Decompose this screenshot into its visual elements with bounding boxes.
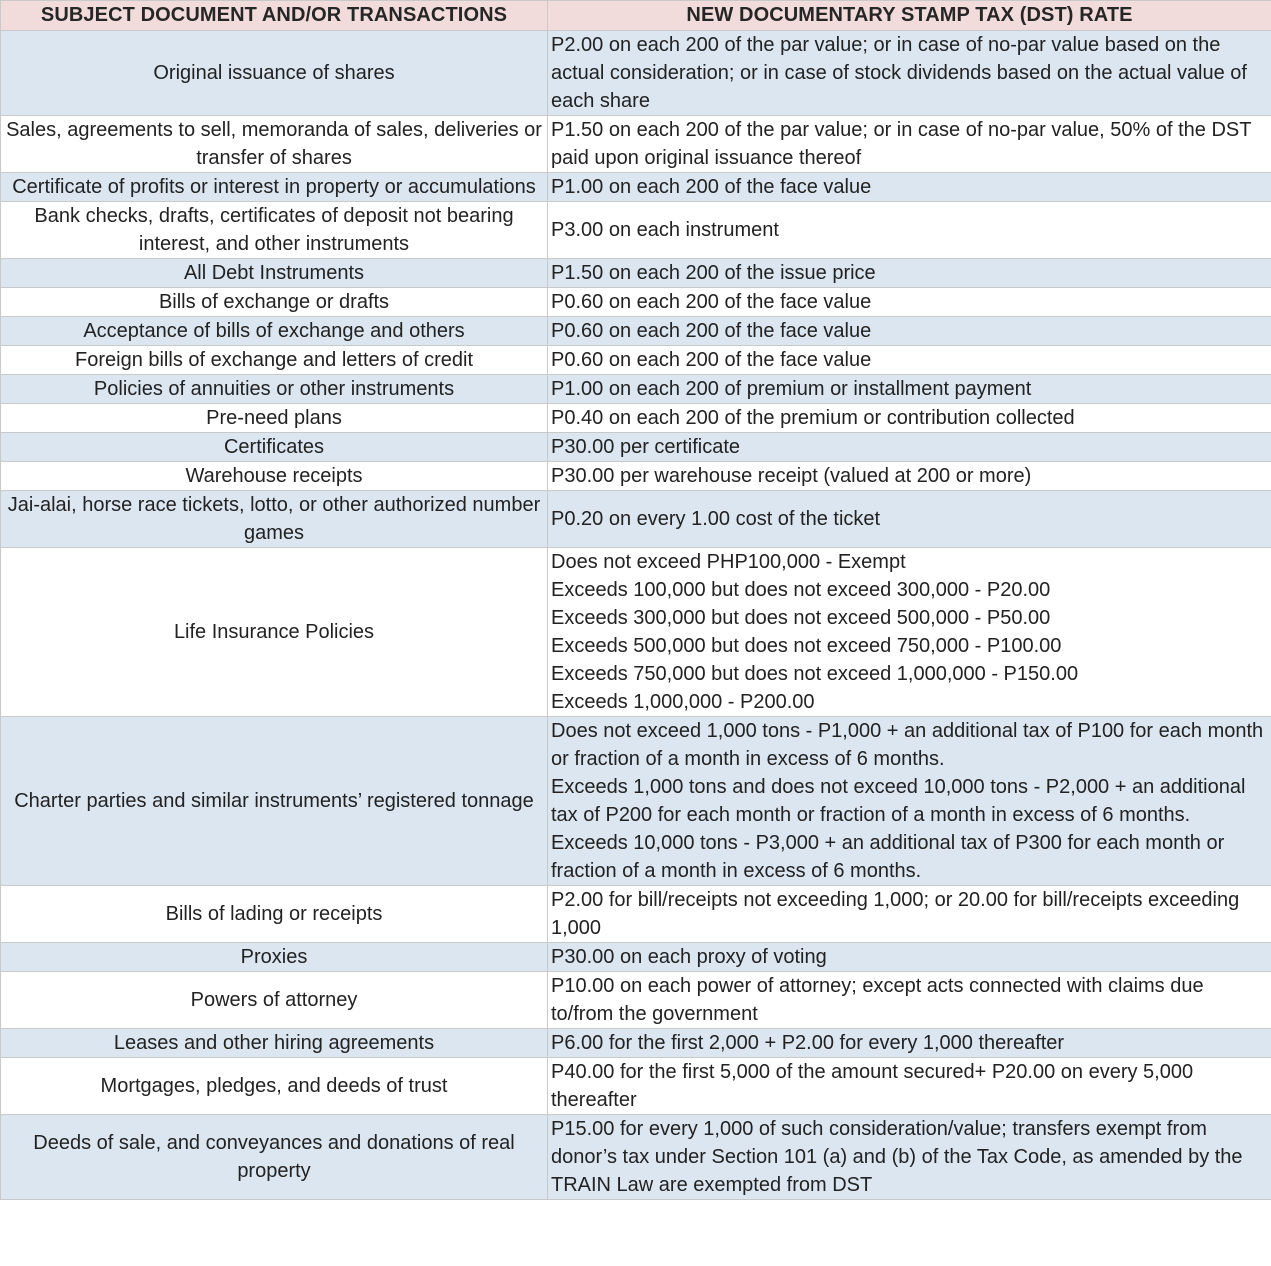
rate-cell bbox=[548, 31, 1271, 116]
rate-line: Does not exceed PHP100,000 - Exempt bbox=[551, 551, 906, 573]
subject-cell: Warehouse receipts bbox=[1, 462, 548, 491]
subject-cell: Charter parties and similar instruments’ registered tonnage bbox=[1, 717, 548, 886]
rate-cell bbox=[548, 433, 1271, 462]
rate-cell bbox=[548, 886, 1271, 943]
subject-cell: Bills of exchange or drafts bbox=[1, 288, 548, 317]
rate-line: P0.60 on each 200 of the face value bbox=[551, 320, 872, 342]
rate-line: Exceeds 300,000 but does not exceed 500,000 - P50.00 bbox=[551, 607, 1051, 629]
table-body bbox=[1, 31, 1271, 1200]
rate-cell bbox=[548, 173, 1271, 202]
table-row bbox=[1, 346, 1271, 375]
subject-cell: Bills of lading or receipts bbox=[1, 886, 548, 943]
rate-line: P0.60 on each 200 of the face value bbox=[551, 349, 872, 371]
rate-cell bbox=[548, 375, 1271, 404]
table-row bbox=[1, 31, 1271, 116]
rate-line: P30.00 per warehouse receipt (valued at 200 or more) bbox=[551, 465, 1032, 487]
table-row bbox=[1, 173, 1271, 202]
rate-cell bbox=[548, 717, 1271, 886]
rate-line: Exceeds 10,000 tons - P3,000 + an additional tax of P300 for each month or fraction of a month in excess of 6 months. bbox=[551, 832, 1225, 882]
subject-cell: Certificate of profits or interest in property or accumulations bbox=[1, 173, 548, 202]
rate-column-header: NEW DOCUMENTARY STAMP TAX (DST) RATE bbox=[548, 1, 1271, 31]
subject-cell: Jai-alai, horse race tickets, lotto, or other authorized number games bbox=[1, 491, 548, 548]
rate-cell bbox=[548, 116, 1271, 173]
rate-line: P1.00 on each 200 of the face value bbox=[551, 176, 872, 198]
table-row bbox=[1, 462, 1271, 491]
table-row bbox=[1, 548, 1271, 717]
table-row bbox=[1, 1058, 1271, 1115]
table-row bbox=[1, 116, 1271, 173]
rate-line: Exceeds 750,000 but does not exceed 1,000,000 - P150.00 bbox=[551, 663, 1079, 685]
rate-cell bbox=[548, 1115, 1271, 1200]
table-row bbox=[1, 886, 1271, 943]
rate-cell bbox=[548, 259, 1271, 288]
rate-line: P10.00 on each power of attorney; except acts connected with claims due to/from the government bbox=[551, 975, 1204, 1025]
rate-line: P0.60 on each 200 of the face value bbox=[551, 291, 872, 313]
rate-line: P0.20 on every 1.00 cost of the ticket bbox=[551, 508, 881, 530]
rate-line: P30.00 per certificate bbox=[551, 436, 740, 458]
subject-cell: Pre-need plans bbox=[1, 404, 548, 433]
table-row bbox=[1, 943, 1271, 972]
rate-line: P6.00 for the first 2,000 + P2.00 for every 1,000 thereafter bbox=[551, 1032, 1065, 1054]
subject-cell: Certificates bbox=[1, 433, 548, 462]
subject-cell: Sales, agreements to sell, memoranda of sales, deliveries or transfer of shares bbox=[1, 116, 548, 173]
rate-cell bbox=[548, 972, 1271, 1029]
rate-cell bbox=[548, 1058, 1271, 1115]
table-row bbox=[1, 1029, 1271, 1058]
subject-cell: Proxies bbox=[1, 943, 548, 972]
table-row bbox=[1, 1115, 1271, 1200]
rate-cell bbox=[548, 943, 1271, 972]
rate-line: P40.00 for the first 5,000 of the amount secured+ P20.00 on every 5,000 thereafter bbox=[551, 1061, 1194, 1111]
subject-cell: Original issuance of shares bbox=[1, 31, 548, 116]
rate-line: Exceeds 1,000,000 - P200.00 bbox=[551, 691, 815, 713]
table-row bbox=[1, 404, 1271, 433]
rate-line: Does not exceed 1,000 tons - P1,000 + an additional tax of P100 for each month or fraction of a month in excess of 6 months. bbox=[551, 720, 1264, 770]
rate-line: P1.00 on each 200 of premium or installment payment bbox=[551, 378, 1032, 400]
rate-line: P1.50 on each 200 of the par value; or in case of no-par value, 50% of the DST paid upon original issuance thereof bbox=[551, 119, 1252, 169]
subject-cell: Powers of attorney bbox=[1, 972, 548, 1029]
table-row bbox=[1, 491, 1271, 548]
table-row bbox=[1, 288, 1271, 317]
subject-cell: Acceptance of bills of exchange and others bbox=[1, 317, 548, 346]
rate-cell bbox=[548, 1029, 1271, 1058]
rate-line: P2.00 for bill/receipts not exceeding 1,000; or 20.00 for bill/receipts exceeding 1,000 bbox=[551, 889, 1240, 939]
subject-cell: All Debt Instruments bbox=[1, 259, 548, 288]
table-row bbox=[1, 202, 1271, 259]
rate-cell bbox=[548, 202, 1271, 259]
rate-cell bbox=[548, 404, 1271, 433]
subject-cell: Life Insurance Policies bbox=[1, 548, 548, 717]
header-row bbox=[1, 1, 1271, 31]
rate-line: P3.00 on each instrument bbox=[551, 219, 779, 241]
rate-line: P15.00 for every 1,000 of such consideration/value; transfers exempt from donor’s tax under Section 101 (a) and (b) of the Tax Code, as amended by the TRAIN Law are exempted from DST bbox=[551, 1118, 1243, 1196]
table-row bbox=[1, 972, 1271, 1029]
rate-cell bbox=[548, 548, 1271, 717]
subject-column-header: SUBJECT DOCUMENT AND/OR TRANSACTIONS bbox=[1, 1, 548, 31]
subject-cell: Leases and other hiring agreements bbox=[1, 1029, 548, 1058]
rate-line: Exceeds 1,000 tons and does not exceed 10,000 tons - P2,000 + an additional tax of P200 for each month or fraction of a month in excess of 6 months. bbox=[551, 776, 1246, 826]
rate-line: Exceeds 100,000 but does not exceed 300,000 - P20.00 bbox=[551, 579, 1051, 601]
rate-line: P2.00 on each 200 of the par value; or in case of no-par value based on the actual consideration; or in case of stock dividends based on the actual value of each share bbox=[551, 34, 1247, 112]
subject-cell: Foreign bills of exchange and letters of credit bbox=[1, 346, 548, 375]
subject-cell: Policies of annuities or other instruments bbox=[1, 375, 548, 404]
rate-line: P30.00 on each proxy of voting bbox=[551, 946, 827, 968]
table-row bbox=[1, 259, 1271, 288]
rate-cell bbox=[548, 462, 1271, 491]
subject-cell: Mortgages, pledges, and deeds of trust bbox=[1, 1058, 548, 1115]
rate-line: P0.40 on each 200 of the premium or contribution collected bbox=[551, 407, 1075, 429]
subject-cell: Bank checks, drafts, certificates of deposit not bearing interest, and other instruments bbox=[1, 202, 548, 259]
table-row bbox=[1, 375, 1271, 404]
table-row bbox=[1, 433, 1271, 462]
rate-cell bbox=[548, 288, 1271, 317]
rate-cell bbox=[548, 491, 1271, 548]
table-row bbox=[1, 317, 1271, 346]
subject-cell: Deeds of sale, and conveyances and donations of real property bbox=[1, 1115, 548, 1200]
rate-cell bbox=[548, 346, 1271, 375]
rate-line: P1.50 on each 200 of the issue price bbox=[551, 262, 876, 284]
rate-cell bbox=[548, 317, 1271, 346]
table-row bbox=[1, 717, 1271, 886]
rate-line: Exceeds 500,000 but does not exceed 750,000 - P100.00 bbox=[551, 635, 1062, 657]
